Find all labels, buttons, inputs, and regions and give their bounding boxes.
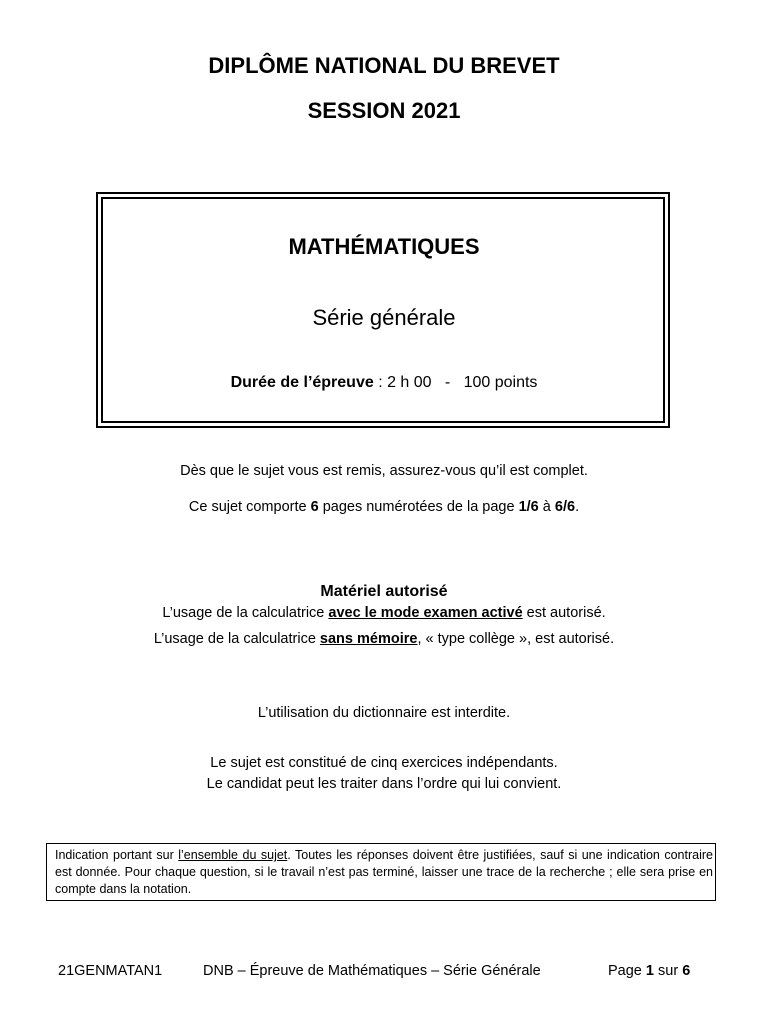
footer-code: 21GENMATAN1 [58, 963, 163, 979]
footer-title: DNB – Épreuve de Mathématiques – Série Générale [203, 963, 541, 979]
duration-label: Durée de l’épreuve [230, 374, 374, 391]
subject-title: MATHÉMATIQUES [288, 234, 480, 259]
series-label: Série générale [312, 305, 456, 330]
page-count-note [0, 499, 768, 515]
page-footer [0, 963, 768, 983]
pages-prefix: Ce sujet comporte [188, 499, 311, 515]
page-sep: sur [653, 963, 683, 979]
materiel-line-1-prefix: L’usage de la calculatrice [162, 605, 329, 621]
pages-first: 1/6 [518, 499, 539, 515]
session-title: SESSION 2021 [307, 98, 461, 123]
structure-line-2: Le candidat peut les traiter dans l’ordre qui lui convient. [206, 776, 562, 792]
indication-underlined: l’ensemble du sujet [178, 848, 288, 862]
page-current: 1 [645, 963, 654, 979]
footer-page-number [608, 963, 690, 979]
materiel-line-2-suffix: , « type collège », est autorisé. [417, 631, 615, 647]
pages-and: à [538, 499, 555, 515]
pages-middle: pages numérotées de la page [318, 499, 519, 515]
completeness-note: Dès que le sujet vous est remis, assurez-vous qu’il est complet. [180, 463, 588, 479]
pages-last: 6/6 [554, 499, 576, 515]
materiel-line-2-emphasis: sans mémoire [319, 631, 418, 647]
materiel-line-1-suffix: est autorisé. [522, 605, 606, 621]
structure-line-1: Le sujet est constitué de cinq exercices indépendants. [210, 755, 558, 771]
duration-line [0, 374, 768, 392]
pages-count: 6 [310, 499, 319, 515]
materiel-line-2-prefix: L’usage de la calculatrice [153, 631, 320, 647]
page-total: 6 [682, 963, 691, 979]
indication-text: . Toutes les réponses doivent être justifiées, sauf si une indication contraire est donnée. Pour chaque question, si le travail n’est pas terminé, laisser une trace de la recherche ; elle sera prise en compte dans la notation. [55, 848, 713, 896]
indication-prefix: Indication portant sur [55, 848, 179, 862]
materiel-line-1 [0, 605, 768, 621]
materiel-title: Matériel autorisé [320, 583, 448, 600]
materiel-line-1-emphasis: avec le mode examen activé [328, 605, 523, 621]
document-title: DIPLÔME NATIONAL DU BREVET [208, 53, 560, 78]
page-prefix: Page [608, 963, 646, 979]
duration-value: : 2 h 00 - 100 points [373, 374, 538, 391]
materiel-line-2 [0, 631, 768, 647]
dictionary-note: L’utilisation du dictionnaire est interdite. [257, 705, 511, 721]
pages-end: . [575, 499, 580, 515]
indication-box [46, 843, 716, 901]
